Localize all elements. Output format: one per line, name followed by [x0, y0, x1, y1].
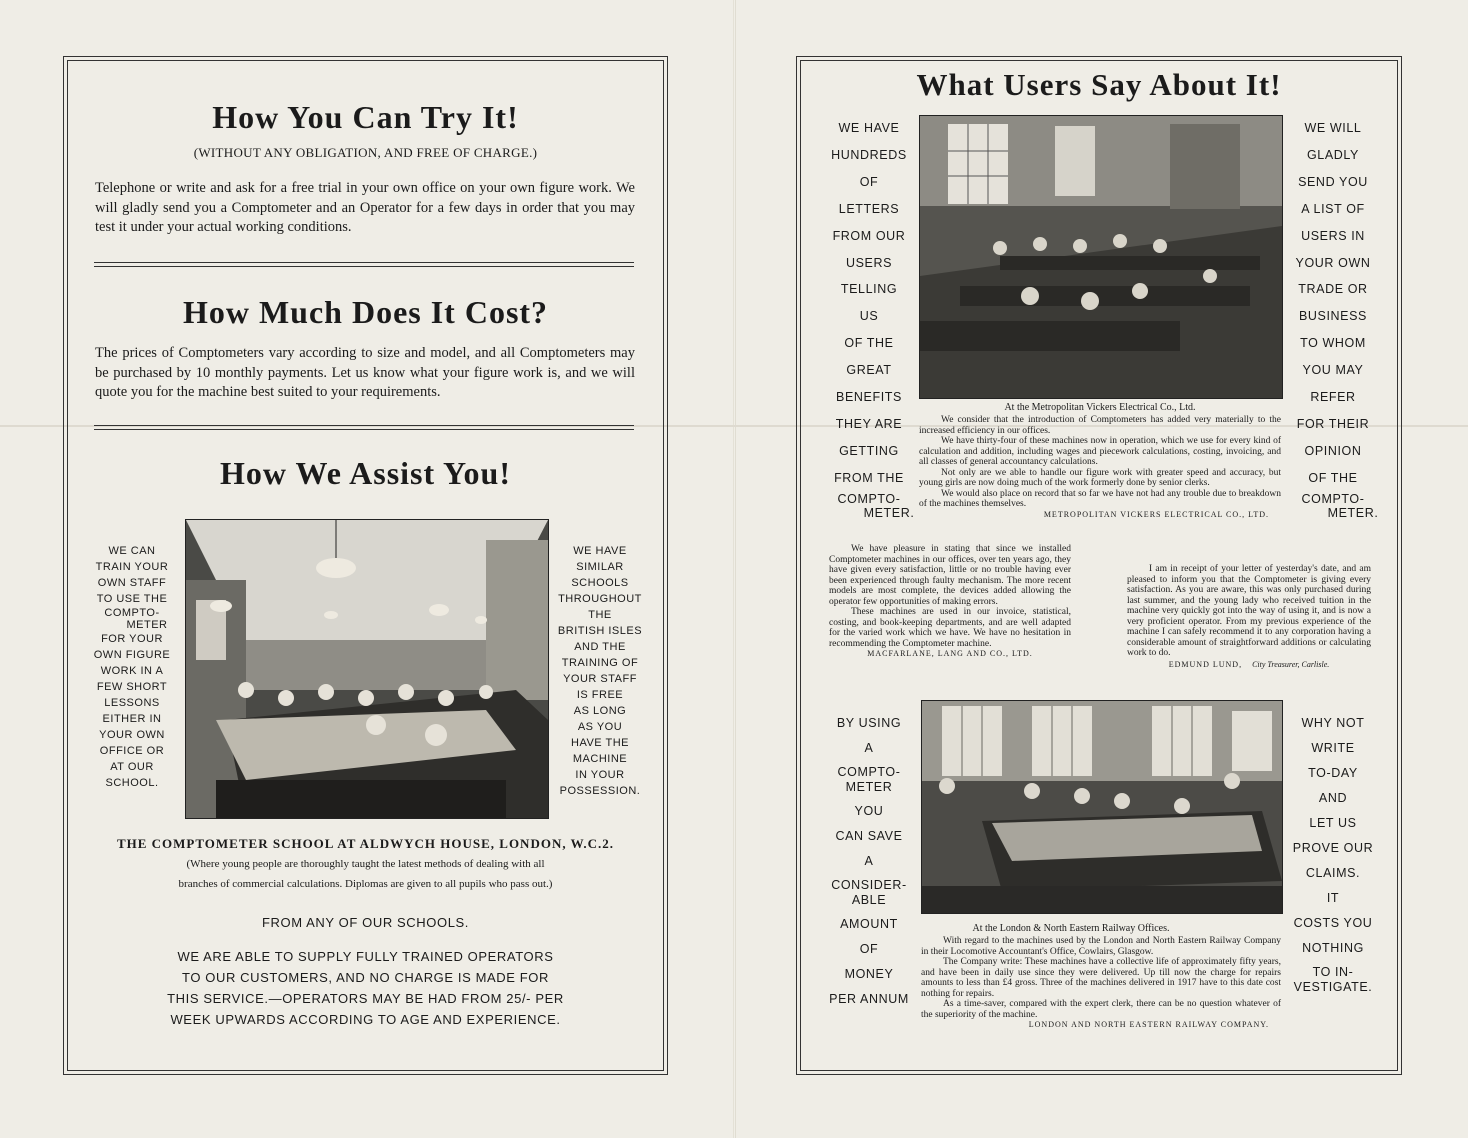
column-line: COSTS YOU [1293, 916, 1373, 930]
testimonial-paragraph: I am in receipt of your letter of yesterday's date, and am pleased to inform you that the Comptometer is giving every satisfaction. As you are aware, this was only purchased during last summer, and the young lady who received tuition in the machine very quickly got into the way of using it, and is now a very proficient operator. From my previous experience of the machine I can safely recommend it to any corporation having a considerable amount of straightforward additions or calculating work to do. [1127, 564, 1371, 658]
column-line: GREAT [846, 363, 892, 378]
column-line: OWN FIGURE [93, 649, 171, 661]
column-line: TELLING [840, 282, 898, 297]
column-line: A [864, 741, 874, 755]
column-line: THEY ARE [835, 416, 903, 431]
cost-body: The prices of Comptometers vary according to size and model, and all Comptometers may be purchased by 10 monthly payments. Let us know what your figure work is, and we will quote you for the machine best suited to your requirements. [95, 345, 635, 400]
column-line: BENEFITS [836, 390, 902, 405]
column-line: WORK IN A [100, 665, 164, 677]
testimonial-paragraph: We would also place on record that so far we have not had any trouble due to breakdown of the machines themselves. [919, 488, 1281, 509]
column-line: SIMILAR [576, 561, 624, 573]
testimonial-signature: METROPOLITAN VICKERS ELECTRICAL CO., LTD. [1043, 509, 1269, 519]
testimonial-paragraph: We have pleasure in stating that since we installed Comptometer machines in our offices, over ten years ago, they have given every satisfaction, little or no trouble having ever been experienced through faulty mechanism. The more recent models are most complete, the devices added allowing the operator few opportunities of making errors. [829, 544, 1071, 607]
column-line: AS YOU [577, 721, 623, 733]
railway-photo [921, 700, 1283, 914]
column-line: USERS [845, 255, 893, 270]
column-line: YOUR OWN [1295, 255, 1371, 270]
column-line: VESTIGATE. [1293, 980, 1373, 994]
assist-left-column [86, 543, 178, 791]
railway-testimonial [921, 936, 1281, 1031]
section-divider [94, 262, 634, 267]
save-money-column [821, 711, 917, 1012]
vickers-caption: At the Metropolitan Vickers Electrical Co., Ltd. [1004, 402, 1196, 413]
column-line: FROM THE [834, 470, 904, 485]
column-line: WE HAVE [838, 121, 900, 135]
assist-title: How We Assist You! [220, 455, 511, 491]
column-line: CONSIDER- [831, 878, 907, 892]
section-divider [94, 425, 634, 430]
column-line: METER [126, 619, 168, 631]
column-line: AND [1318, 791, 1348, 805]
column-line: POSSESSION. [559, 785, 641, 797]
column-line: BY USING [836, 716, 902, 730]
column-line: WRITE [1311, 741, 1355, 755]
users-left-column [815, 115, 923, 520]
column-line: FEW SHORT [96, 681, 168, 693]
column-line: OF [859, 174, 879, 189]
try-body: Telephone or write and ask for a free trial in your own office on your own figure work. We will gladly send you a Comptometer and an Operator for a few days in order that you may test it under your actual working conditions. [95, 180, 635, 235]
column-line: TRADE OR [1298, 282, 1368, 297]
left-page [63, 56, 668, 1075]
column-line: YOUR STAFF [563, 673, 637, 685]
column-line: AMOUNT [840, 917, 898, 931]
column-line: TRAINING OF [561, 657, 639, 669]
column-line: WE WILL [1304, 121, 1362, 135]
column-line: THROUGHOUT [558, 593, 642, 605]
column-line: TO-DAY [1308, 766, 1358, 780]
column-line: MACHINE [572, 753, 628, 765]
testimonial-paragraph: The Company write: These machines have a collective life of approximately fifty years, and have been in daily use since they were delivered. Up till now the charge for repairs amounts to less than £4 gross. Three of the machines delivered in 1917 have to this date cost nothing for repairs. [921, 957, 1281, 999]
try-title: How You Can Try It! [212, 99, 519, 135]
column-line: GLADLY [1306, 147, 1359, 162]
vickers-office-image [920, 116, 1282, 398]
column-line: COMPTO- [104, 607, 160, 619]
right-page [796, 56, 1402, 1075]
testimonial-signature: MACFARLANE, LANG AND CO., LTD. [867, 649, 1033, 658]
column-line: SCHOOLS [571, 577, 629, 589]
column-line: OFFICE OR [99, 745, 165, 757]
column-line: IS FREE [576, 689, 624, 701]
column-line: HUNDREDS [831, 147, 907, 162]
column-line: AT OUR [110, 761, 154, 773]
column-line: FOR YOUR [101, 633, 163, 645]
testimonial-paragraph: We have thirty-four of these machines now in operation, which we use for every kind of calculation and addition, including wages and piecework calculations, costing, invoicing, and all classes of general accountancy calculations. [919, 436, 1281, 467]
column-line: COMPTO- [837, 765, 901, 779]
school-caption: THE COMPTOMETER SCHOOL AT ALDWYCH HOUSE, LONDON, W.C.2. [116, 836, 615, 851]
why-not-column [1281, 711, 1385, 995]
column-line: METER. [863, 505, 915, 520]
vickers-testimonial [919, 415, 1281, 520]
column-line: BUSINESS [1298, 309, 1367, 324]
column-line: US [859, 309, 879, 324]
column-line: OF THE [1308, 470, 1358, 485]
column-line: TO USE THE [96, 593, 168, 605]
column-line: LETTERS [838, 201, 900, 216]
column-line: OWN STAFF [97, 577, 167, 589]
column-line: MONEY [844, 967, 894, 981]
column-line: METER [845, 780, 893, 794]
column-line: CAN SAVE [835, 829, 903, 843]
column-line: REFER [1310, 390, 1356, 405]
column-line: YOU [854, 804, 884, 818]
column-line: LESSONS [104, 697, 160, 709]
testimonial-paragraph: As a time-saver, compared with the expert clerk, there can be no question whatever of the superiority of the machine. [921, 999, 1281, 1020]
column-line: TO WHOM [1300, 336, 1366, 351]
users-right-column [1281, 115, 1385, 520]
column-line: IN YOUR [575, 769, 625, 781]
center-fold [733, 0, 736, 1138]
school-note-line-2: branches of commercial calculations. Diplomas are given to all pupils who pass out.) [178, 878, 553, 890]
school-photo [185, 519, 549, 819]
column-line: TRAIN YOUR [95, 561, 169, 573]
column-line: PROVE OUR [1292, 841, 1374, 855]
testimonial-signature: LONDON AND NORTH EASTERN RAILWAY COMPANY. [1028, 1020, 1269, 1029]
column-line: PER ANNUM [829, 992, 909, 1006]
column-line: SCHOOL. [105, 777, 159, 789]
macfarlane-testimonial [829, 544, 1071, 660]
column-line: AND THE [574, 641, 626, 653]
column-line: A [864, 854, 874, 868]
operators-supply-text [64, 946, 667, 1030]
signature-title: City Treasurer, Carlisle. [1252, 659, 1330, 669]
column-line: OF THE [844, 336, 894, 351]
column-line: GETTING [839, 443, 899, 458]
column-line: COMPTO- [1301, 491, 1365, 506]
testimonial-paragraph: These machines are used in our invoice, statistical, costing, and book-keeping departments, and are well adapted for the varied work which we have. We have no hesitation in recommending the Comptometer machine. [829, 607, 1071, 649]
column-line: CLAIMS. [1305, 866, 1361, 880]
column-line: NOTHING [1302, 941, 1364, 955]
signature-name: EDMUND LUND, [1168, 659, 1243, 669]
column-line: WE CAN [108, 545, 156, 557]
railway-caption: At the London & North Eastern Railway Offices. [972, 923, 1170, 934]
column-line: YOUR OWN [99, 729, 165, 741]
users-title: What Users Say About It! [916, 67, 1282, 102]
railway-office-image [922, 701, 1282, 913]
column-line: HAVE THE [571, 737, 629, 749]
column-line: USERS IN [1301, 228, 1365, 243]
testimonial-paragraph: Not only are we able to handle our figure work with greater speed and accuracy, but young girls are now doing much of the work formerly done by senior clerks. [919, 467, 1281, 488]
supply-line: THIS SERVICE.—OPERATORS MAY BE HAD FROM 25/- PER [167, 991, 564, 1006]
column-line: OPINION [1304, 443, 1362, 458]
column-line: THE [588, 609, 612, 621]
testimonial-signature [1127, 660, 1371, 671]
column-line: SEND YOU [1298, 174, 1368, 189]
column-line: EITHER IN [102, 713, 162, 725]
column-line: WE HAVE [573, 545, 627, 557]
from-schools: FROM ANY OF OUR SCHOOLS. [261, 915, 470, 930]
column-line: FROM OUR [832, 228, 906, 243]
column-line: IT [1326, 891, 1340, 905]
column-line: LET US [1309, 816, 1357, 830]
column-line: AS LONG [573, 705, 627, 717]
column-line: YOU MAY [1302, 363, 1364, 378]
testimonial-paragraph: We consider that the introduction of Comptometers has added very materially to the increased efficiency in our offices. [919, 415, 1281, 436]
school-note-line-1: (Where young people are thoroughly taught the latest methods of dealing with all [186, 858, 545, 870]
school-classroom-image [186, 520, 548, 818]
try-subtitle: (WITHOUT ANY OBLIGATION, AND FREE OF CHARGE.) [193, 145, 538, 160]
cost-title: How Much Does It Cost? [182, 294, 549, 330]
column-line: TO IN- [1312, 965, 1354, 979]
column-line: COMPTO- [837, 491, 901, 506]
supply-line: TO OUR CUSTOMERS, AND NO CHARGE IS MADE FOR [182, 970, 549, 985]
column-line: A LIST OF [1301, 201, 1365, 216]
column-line: METER. [1327, 505, 1379, 520]
column-line: OF [859, 942, 879, 956]
testimonial-paragraph: With regard to the machines used by the London and North Eastern Railway Company in their Locomotive Accountant's Office, Cowlairs, Glasgow. [921, 936, 1281, 957]
assist-right-column [554, 543, 646, 799]
column-line: WHY NOT [1301, 716, 1365, 730]
vickers-photo [919, 115, 1283, 399]
lund-testimonial [1127, 564, 1371, 670]
supply-line: WE ARE ABLE TO SUPPLY FULLY TRAINED OPERATORS [177, 949, 554, 964]
column-line: ABLE [851, 893, 887, 907]
supply-line: WEEK UPWARDS ACCORDING TO AGE AND EXPERIENCE. [170, 1012, 561, 1027]
column-line: BRITISH ISLES [557, 625, 643, 637]
column-line: FOR THEIR [1296, 416, 1370, 431]
